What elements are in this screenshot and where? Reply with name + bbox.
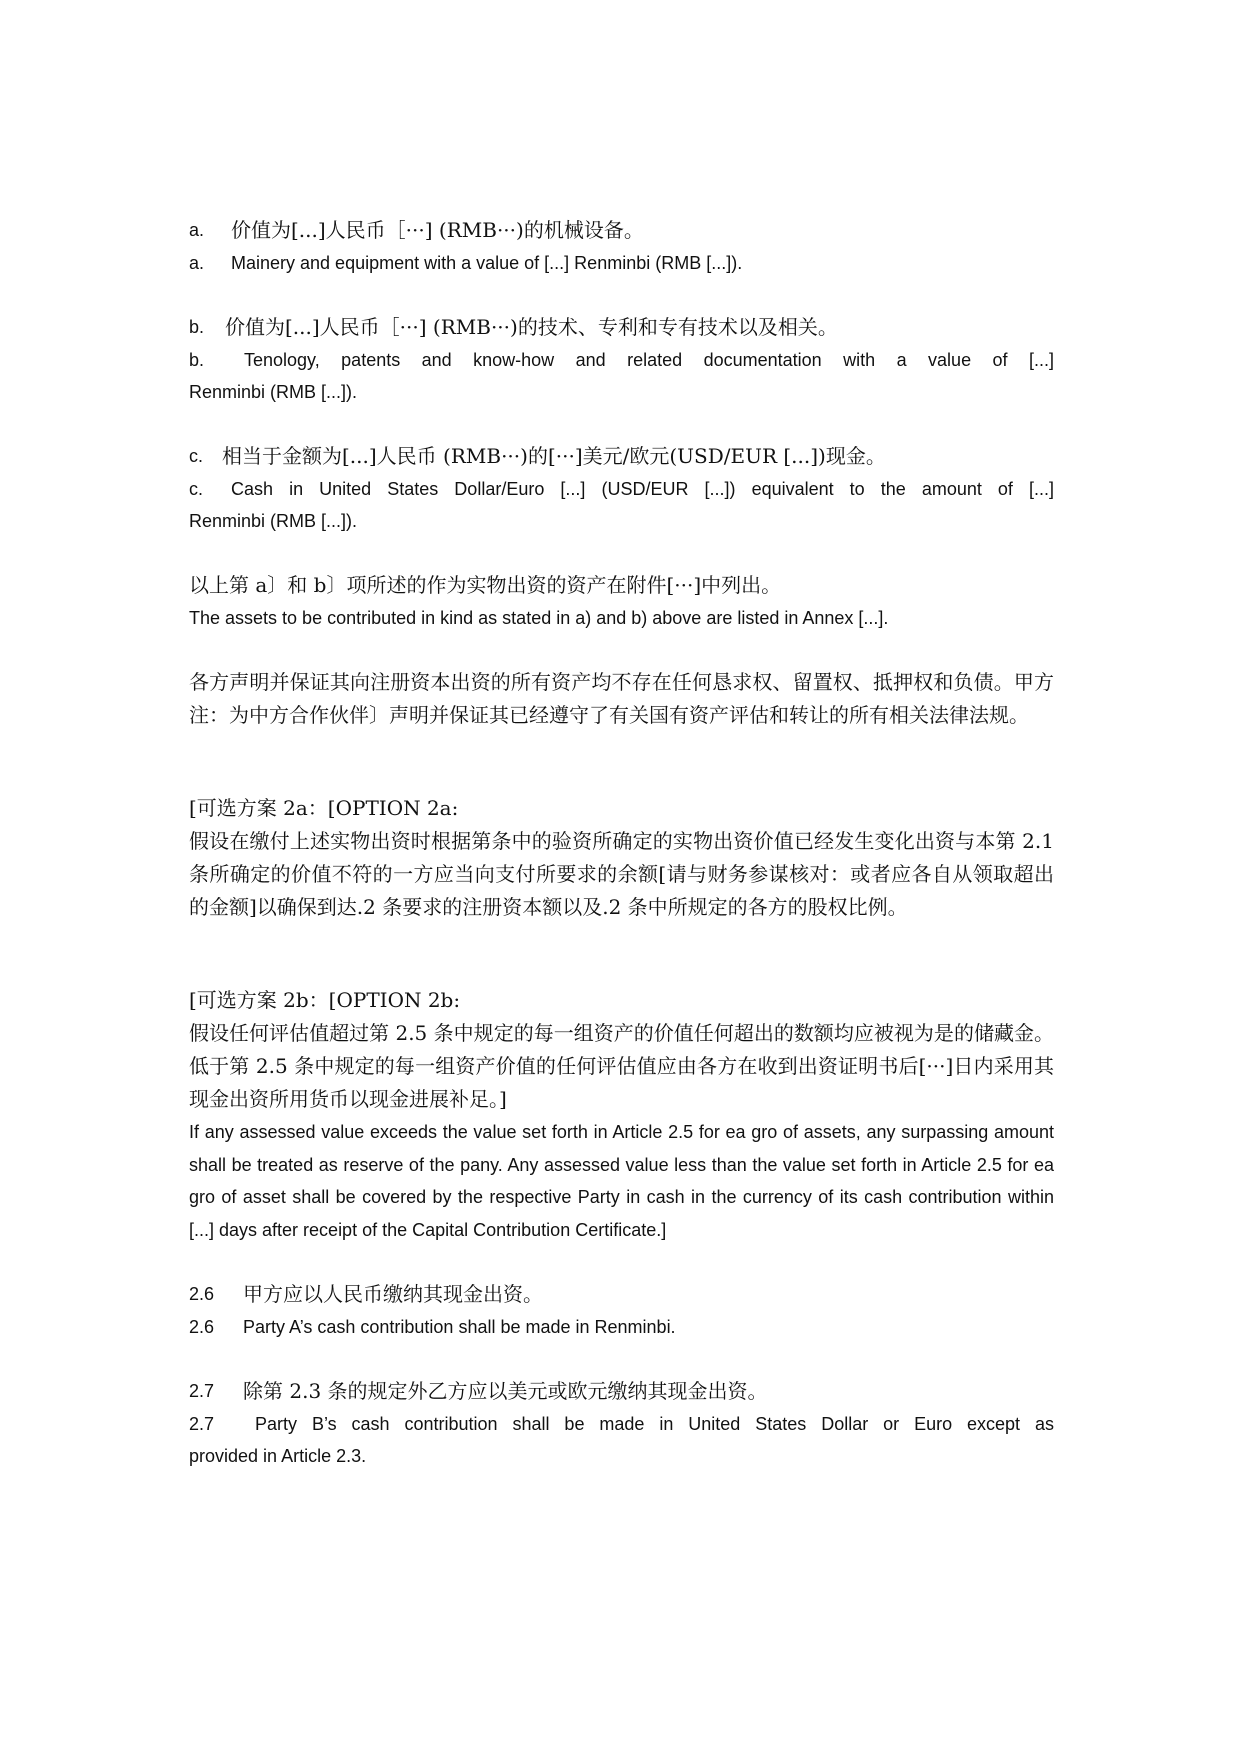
article-2-7-cn <box>189 1375 1054 1408</box>
warranty-cn: 各方声明并保证其向注册资本出资的所有资产均不存在任何恳求权、留置权、抵押权和负债。甲方注：为中方合作伙伴〕声明并保证其已经遵守了有关国有资产评估和转让的所有相关法律法规。 <box>189 670 1054 727</box>
article-2-6-cn-label: 2.6 <box>189 1284 215 1304</box>
item-c-en-text-1: Cash in United States Dollar/Euro [...] (USD/EUR [...]) equivalent to the amount of [...] <box>231 479 1054 499</box>
option-2b-cn: 假设任何评估值超过第 2.5 条中规定的每一组资产的价值任何超出的数额均应被视为是的储藏金。低于第 2.5 条中规定的每一组资产价值的任何评估值应由各方在收到出资证明书后[···]日内采用其现金出资所用货币以现金进展补足。] <box>189 1021 1054 1111</box>
article-2-6-en-label: 2.6 <box>189 1317 215 1337</box>
article-2-7-en-cont <box>189 1440 1054 1472</box>
item-c-en-text-2: Renminbi (RMB [...]). <box>189 511 358 531</box>
article-2-6-en-text: Party A’s cash contribution shall be made in Renminbi. <box>243 1317 676 1337</box>
item-b-en <box>189 344 1054 376</box>
item-a-cn <box>189 214 1054 247</box>
item-c-en-cont <box>189 505 1054 537</box>
item-c-cn-text: 相当于金额为[...]人民币 (RMB···)的[···]美元/欧元(USD/EUR [...])现金。 <box>222 444 886 468</box>
option-2b-en: If any assessed value exceeds the value set forth in Article 2.5 for ea gro of assets, any surpassing amount shall be treated as reserve of the pany. Any assessed value less than the value set forth in Article 2.5 for ea gro of asset shall be covered by the respective Party in cash in the currency of its cash contribution within [...] days after receipt of the Capital Contribution Certificate.] <box>189 1122 1054 1240</box>
item-a-en-text: Mainery and equipment with a value of [...] Renminbi (RMB [...]). <box>231 253 743 273</box>
item-b-cn <box>189 311 1054 344</box>
item-a-en-label: a. <box>189 253 205 273</box>
annex-cn <box>189 569 1054 602</box>
document-page <box>189 214 1054 1472</box>
item-a-cn-text: 价值为[...]人民币［···] (RMB···)的机械设备。 <box>231 218 644 242</box>
item-b-en-label: b. <box>189 350 205 370</box>
option-2a-heading <box>189 792 1054 825</box>
annex-en-text: The assets to be contributed in kind as stated in a) and b) above are listed in Annex [...]. <box>189 608 889 628</box>
article-2-7-cn-text: 除第 2.3 条的规定外乙方应以美元或欧元缴纳其现金出资。 <box>243 1379 768 1403</box>
article-2-7-en-text-2: provided in Article 2.3. <box>189 1446 367 1466</box>
option-2b-heading <box>189 984 1054 1017</box>
item-b-en-text-1: Tenology, patents and know-how and related documentation with a value of [...] <box>244 350 1054 370</box>
item-c-cn <box>189 440 1054 473</box>
article-2-6-cn <box>189 1278 1054 1311</box>
article-2-6-cn-text: 甲方应以人民币缴纳其现金出资。 <box>243 1282 543 1306</box>
item-a-cn-label: a. <box>189 220 205 240</box>
item-c-cn-label: c. <box>189 446 204 466</box>
item-b-cn-text: 价值为[...]人民币［···] (RMB···)的技术、专利和专有技术以及相关。 <box>225 315 838 339</box>
option-2b-heading-text: [可选方案 2b：[OPTION 2b: <box>189 988 461 1012</box>
item-a-en <box>189 247 1054 279</box>
article-2-6-en <box>189 1311 1054 1343</box>
article-2-7-en-text-1: Party B’s cash contribution shall be made in United States Dollar or Euro except as <box>255 1414 1054 1434</box>
item-c-en-label: c. <box>189 479 204 499</box>
item-b-cn-label: b. <box>189 317 205 337</box>
option-2a-cn: 假设在缴付上述实物出资时根据第条中的验资所确定的实物出资价值已经发生变化出资与本第 2.1 条所确定的价值不符的一方应当向支付所要求的余额[请与财务参谋核对：或者应各自从领取超出的金额]以确保到达.2 条要求的注册资本额以及.2 条中所规定的各方的股权比例。 <box>189 829 1054 919</box>
item-b-en-text-2: Renminbi (RMB [...]). <box>189 382 358 402</box>
article-2-7-en <box>189 1408 1054 1440</box>
item-b-en-cont <box>189 376 1054 408</box>
article-2-7-cn-label: 2.7 <box>189 1381 215 1401</box>
annex-cn-text: 以上第 a〕和 b〕项所述的作为实物出资的资产在附件[···]中列出。 <box>189 573 782 597</box>
article-2-7-en-label: 2.7 <box>189 1414 215 1434</box>
annex-en <box>189 602 1054 634</box>
option-2a-heading-text: [可选方案 2a：[OPTION 2a: <box>189 796 459 820</box>
item-c-en <box>189 473 1054 505</box>
